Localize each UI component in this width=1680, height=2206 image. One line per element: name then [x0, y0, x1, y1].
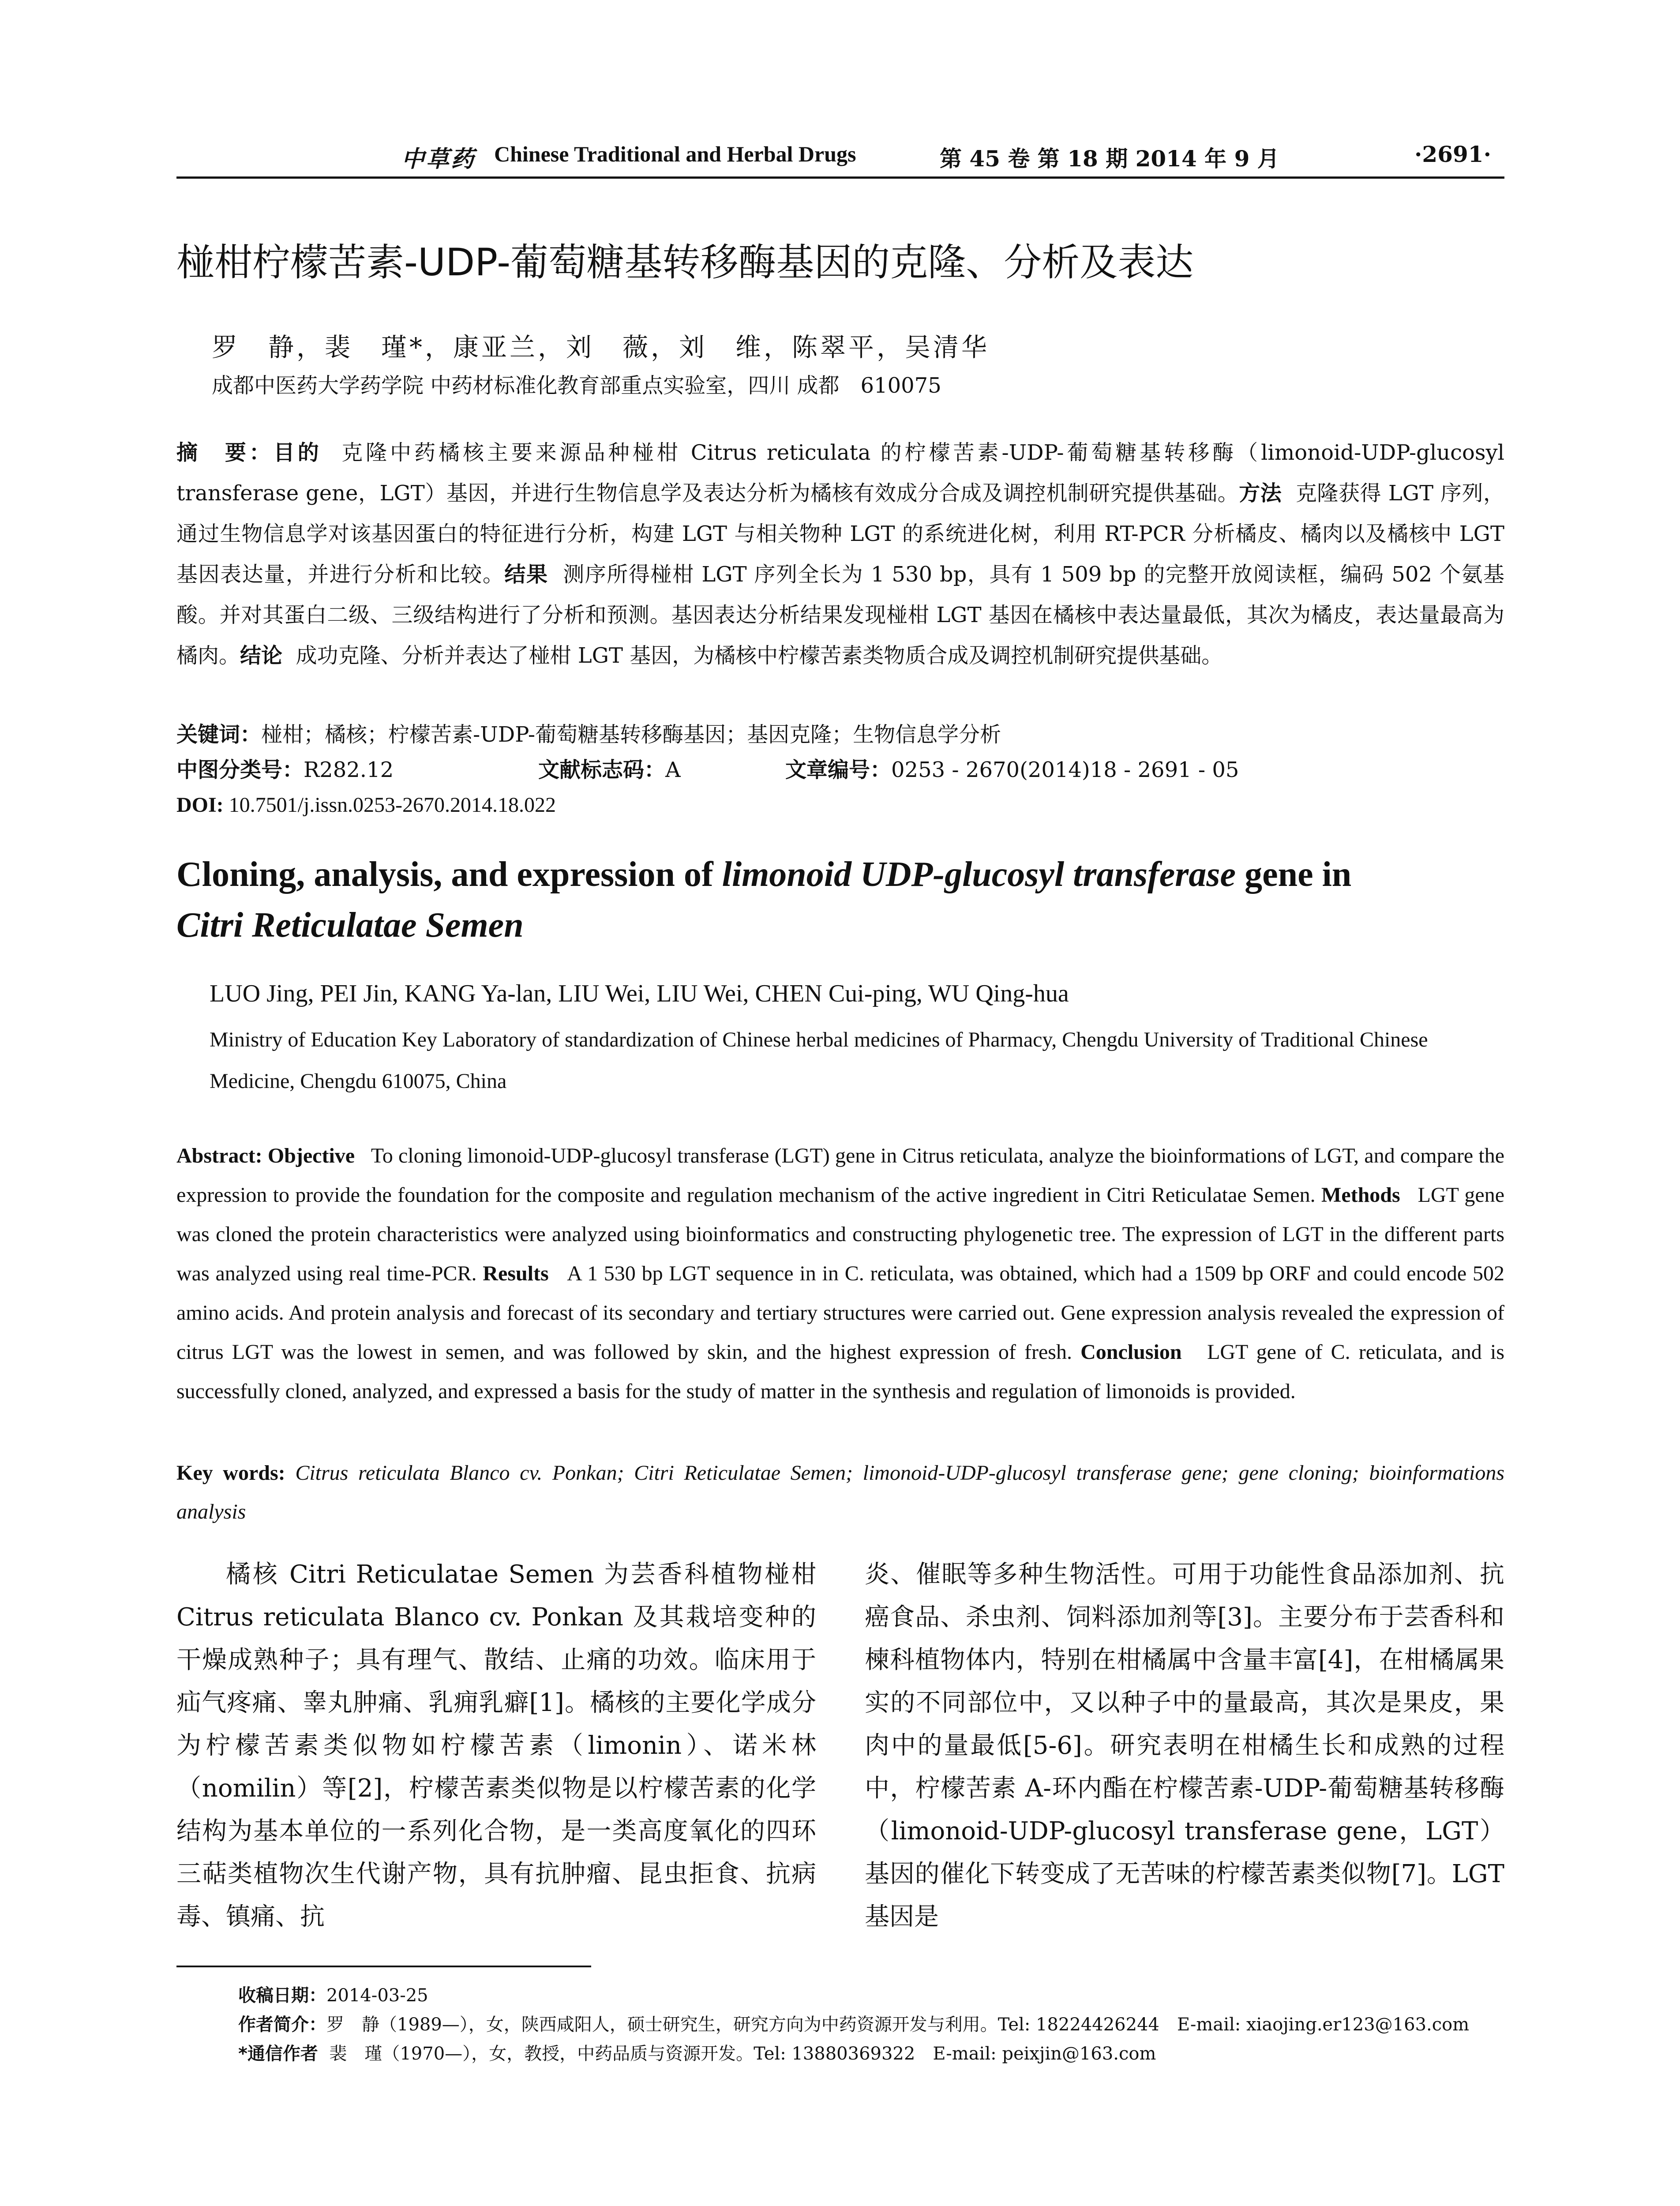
- keywords-cn: [176, 717, 1504, 757]
- author-bio: [176, 2010, 1504, 2039]
- title-en-part1: Cloning, analysis, and expression of: [176, 855, 722, 894]
- keywords-en-label: Key words:: [176, 1461, 285, 1485]
- conclusion-label-en: Conclusion: [1080, 1340, 1182, 1364]
- classification-line: [176, 752, 1504, 792]
- affiliation-cn: 成都中医药大学药学院 中药材标准化教育部重点实验室，四川 成都 610075: [212, 373, 941, 398]
- title-en-part3: gene in: [1236, 855, 1352, 894]
- footnote-rule: [176, 1966, 591, 1967]
- doi-label: DOI:: [176, 793, 224, 817]
- page-number: ·2691·: [1414, 141, 1491, 167]
- methods-label-cn: 方法: [1239, 481, 1282, 506]
- results-en: A 1 530 bp LGT sequence in in C. reticulata, was obtained, which had a 1509 bp ORF and could encode 502 amino acids. And protein analysis and forecast of its secondary and tertiary structures were carried out. Gene expression analysis revealed the expression of citrus LGT was the lowest in semen, and was followed by skin, and the highest expression of fresh.: [176, 1262, 1505, 1364]
- corresponding-author: [176, 2039, 1504, 2068]
- article-no-label: 文章编号：: [785, 758, 892, 782]
- clc-value: R282.12: [304, 758, 394, 782]
- conclusion-en: LGT gene of C. reticulata, and is successfully cloned, analyzed, and expressed a basis for the study of matter in the synthesis and regulation of limonoids is provided.: [176, 1340, 1504, 1403]
- title-en: [176, 849, 1504, 951]
- conclusion-label-cn: 结论: [240, 643, 283, 668]
- affiliation-en: Ministry of Education Key Laboratory of standardization of Chinese herbal medicines of Pharmacy, Chengdu University of Traditional Chinese Medicine, Chengdu 610075, China: [210, 1028, 1428, 1093]
- authors-en: LUO Jing, PEI Jin, KANG Ya-lan, LIU Wei, LIU Wei, CHEN Cui-ping, WU Qing-hua: [210, 980, 1069, 1007]
- doc-code-label: 文献标志码：: [538, 758, 666, 782]
- abstract-cn: [176, 432, 1504, 715]
- authors-cn: 罗 静，裴 瑾*，康亚兰，刘 薇，刘 维，陈翠平，吴清华: [212, 332, 990, 362]
- results-label-en: Results: [483, 1262, 549, 1285]
- article-no-value: 0253 - 2670(2014)18 - 2691 - 05: [891, 758, 1239, 782]
- results-cn: 测序所得椪柑 LGT 序列全长为 1 530 bp，具有 1 509 bp 的完整开放阅读框，编码 502 个氨基酸。并对其蛋白二级、三级结构进行了分析和预测。基因表达分析结果发现椪柑 LGT 基因在橘核中表达量最低，其次为橘皮，表达量最高为橘肉。: [176, 562, 1504, 668]
- doi-value[interactable]: 10.7501/j.issn.0253-2670.2014.18.022: [229, 793, 556, 817]
- conclusion-cn: 成功克隆、分析并表达了椪柑 LGT 基因，为橘核中柠檬苦素类物质合成及调控机制研究提供基础。: [296, 643, 1223, 668]
- body-column-left: 橘核 Citri Reticulatae Semen 为芸香科植物椪柑 Citrus reticulata Blanco cv. Ponkan 及其栽培变种的干燥成熟种子；具有理气、散结、止痛的功效。临床用于疝气疼痛、睾丸肿痛、乳痈乳癖[1]。橘核的主要化学成分为柠檬苦素类似物如柠檬苦素（limonin）、诺米林（nomilin）等[2]，柠檬苦素类似物是以柠檬苦素的化学结构为基本单位的一系列化合物，是一类高度氧化的四环三萜类植物次生代谢产物，具有抗肿瘤、昆虫拒食、抗病毒、镇痛、抗: [176, 1560, 816, 1931]
- objective-label-en: Objective: [267, 1144, 355, 1167]
- doi-line: [176, 788, 1504, 827]
- keywords-en: [176, 1454, 1504, 1533]
- corresponding-text: 裴 瑾（1970—），女，教授，中药品质与资源开发。Tel: 13880369322 E-mail: peixjin@163.com: [329, 2044, 1156, 2064]
- received-label: 收稿日期：: [238, 1985, 326, 2006]
- methods-cn: 克隆获得 LGT 序列，通过生物信息学对该基因蛋白的特征进行分析，构建 LGT 与相关物种 LGT 的系统进化树，利用 RT-PCR 分析橘皮、橘肉以及橘核中 LGT 基因表达量，并进行分析和比较。: [176, 481, 1505, 587]
- keywords-cn-label: 关键词：: [176, 722, 262, 747]
- objective-cn: 克隆中药橘核主要来源品种椪柑 Citrus reticulata 的柠檬苦素-UDP-葡萄糖基转移酶（limonoid-UDP-glucosyl transferase gene，LGT）基因，并进行生物信息学及表达分析为橘核有效成分合成及调控机制研究提供基础。: [176, 440, 1504, 506]
- results-label-cn: 结果: [504, 562, 548, 587]
- doc-code-value: A: [665, 758, 681, 782]
- title-en-species: Citri Reticulatae Semen: [176, 906, 524, 945]
- objective-label-cn: 目的: [273, 440, 322, 465]
- running-header: [176, 140, 1504, 180]
- journal-logo: 中草药: [401, 146, 476, 173]
- author-bio-text: 罗 静（1989—），女，陕西咸阳人，硕士研究生，研究方向为中药资源开发与利用。Tel: 18224426244 E-mail: xiaojing.er123@163.com: [326, 2015, 1470, 2035]
- abstract-cn-label: 摘 要：: [176, 440, 274, 465]
- header-rule: [176, 176, 1504, 179]
- journal-name: Chinese Traditional and Herbal Drugs: [494, 142, 856, 166]
- received-value: 2014-03-25: [326, 1985, 428, 2006]
- clc-label: 中图分类号：: [176, 758, 304, 782]
- methods-label-en: Methods: [1321, 1183, 1400, 1207]
- received-date: [176, 1981, 1504, 2010]
- body-column-right: 炎、催眠等多种生物活性。可用于功能性食品添加剂、抗癌食品、杀虫剂、饲料添加剂等[3]。主要分布于芸香科和楝科植物体内，特别在柑橘属中含量丰富[4]，在柑橘属果实的不同部位中，又以种子中的量最高，其次是果皮，果肉中的量最低[5-6]。研究表明在柑橘生长和成熟的过程中，柠檬苦素 A-环内酯在柠檬苦素-UDP-葡萄糖基转移酶（limonoid-UDP-glucosyl transferase gene，LGT）基因的催化下转变成了无苦味的柠檬苦素类似物[7]。LGT 基因是: [865, 1560, 1504, 1931]
- methods-en: LGT gene was cloned the protein characteristics were analyzed using bioinformatics and constructing phylogenetic tree. The expression of LGT in the different parts was analyzed using real time-PCR.: [176, 1183, 1505, 1285]
- keywords-en-text: Citrus reticulata Blanco cv. Ponkan; Citri Reticulatae Semen; limonoid-UDP-glucosyl transferase gene; gene cloning; bioinformations analysis: [176, 1461, 1505, 1523]
- footnotes: [176, 1981, 1504, 2068]
- title-en-gene: limonoid UDP-glucosyl transferase: [722, 855, 1236, 894]
- keywords-cn-text: 椪柑；橘核；柠檬苦素-UDP-葡萄糖基转移酶基因；基因克隆；生物信息学分析: [261, 722, 1001, 747]
- author-bio-label: 作者简介：: [238, 2015, 326, 2035]
- abstract-en-label: Abstract:: [176, 1144, 262, 1167]
- objective-en: To cloning limonoid-UDP-glucosyl transferase (LGT) gene in Citrus reticulata, analyze the bioinformations of LGT, and compare the expression to provide the foundation for the composite and regulation mechanism of the active ingredient in Citri Reticulatae Semen.: [176, 1144, 1505, 1207]
- journal-issue: 第 45 卷 第 18 期 2014 年 9 月: [940, 146, 1279, 172]
- corresponding-label: *通信作者: [238, 2044, 318, 2064]
- title-cn: 椪柑柠檬苦素-UDP-葡萄糖基转移酶基因的克隆、分析及表达: [176, 240, 1194, 285]
